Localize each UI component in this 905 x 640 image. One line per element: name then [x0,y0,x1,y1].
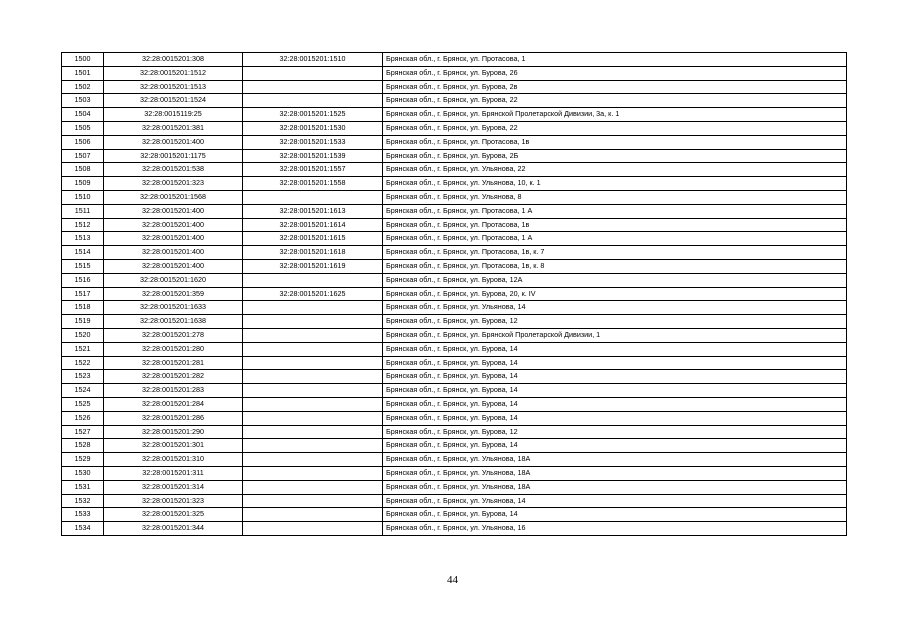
table-row [62,190,847,204]
row-number-cell: 1530 [62,466,104,480]
cadastral-number-cell: 32:28:0015201:1568 [104,190,243,204]
cadastral-number-cell: 32:28:0015201:290 [104,425,243,439]
row-number-cell: 1515 [62,259,104,273]
address-cell: Брянская обл., г. Брянск, ул. Ульянова, 8 [383,190,847,204]
row-number-cell: 1523 [62,370,104,384]
row-number-cell: 1509 [62,177,104,191]
related-cadastral-number-cell: 32:28:0015201:1530 [243,121,383,135]
table-row [62,411,847,425]
address-cell: Брянская обл., г. Брянск, ул. Ульянова, 10, к. 1 [383,177,847,191]
row-number-cell: 1500 [62,53,104,67]
related-cadastral-number-cell [243,273,383,287]
related-cadastral-number-cell [243,508,383,522]
row-number-cell: 1534 [62,522,104,536]
cadastral-number-cell: 32:28:0015201:1175 [104,149,243,163]
cadastral-number-cell: 32:28:0015201:1512 [104,66,243,80]
table-row [62,397,847,411]
cadastral-number-cell: 32:28:0015201:344 [104,522,243,536]
address-cell: Брянская обл., г. Брянск, ул. Бурова, 14 [383,370,847,384]
related-cadastral-number-cell [243,397,383,411]
row-number-cell: 1521 [62,342,104,356]
row-number-cell: 1520 [62,328,104,342]
related-cadastral-number-cell [243,315,383,329]
row-number-cell: 1507 [62,149,104,163]
address-cell: Брянская обл., г. Брянск, ул. Бурова, 12 [383,425,847,439]
cadastral-number-cell: 32:28:0015201:400 [104,135,243,149]
address-cell: Брянская обл., г. Брянск, ул. Бурова, 2в [383,80,847,94]
table-row [62,246,847,260]
row-number-cell: 1525 [62,397,104,411]
address-cell: Брянская обл., г. Брянск, ул. Бурова, 14 [383,439,847,453]
address-cell: Брянская обл., г. Брянск, ул. Ульянова, 14 [383,301,847,315]
related-cadastral-number-cell [243,522,383,536]
related-cadastral-number-cell: 32:28:0015201:1558 [243,177,383,191]
address-cell: Брянская обл., г. Брянск, ул. Бурова, 12А [383,273,847,287]
address-cell: Брянская обл., г. Брянск, ул. Ульянова, 22 [383,163,847,177]
related-cadastral-number-cell [243,301,383,315]
address-cell: Брянская обл., г. Брянск, ул. Бурова, 22 [383,121,847,135]
address-cell: Брянская обл., г. Брянск, ул. Протасова, 1 А [383,232,847,246]
cadastral-number-cell: 32:28:0015201:311 [104,466,243,480]
cadastral-number-cell: 32:28:0015201:400 [104,246,243,260]
cadastral-number-cell: 32:28:0015201:1524 [104,94,243,108]
address-cell: Брянская обл., г. Брянск, ул. Бурова, 12 [383,315,847,329]
cadastral-number-cell: 32:28:0015201:400 [104,218,243,232]
cadastral-number-cell: 32:28:0015201:308 [104,53,243,67]
address-cell: Брянская обл., г. Брянск, ул. Ульянова, 14 [383,494,847,508]
address-cell: Брянская обл., г. Брянск, ул. Протасова, 1 А [383,204,847,218]
cadastral-number-cell: 32:28:0015201:1633 [104,301,243,315]
row-number-cell: 1524 [62,384,104,398]
address-cell: Брянская обл., г. Брянск, ул. Протасова, 1 [383,53,847,67]
cadastral-number-cell: 32:28:0015201:323 [104,494,243,508]
table-body [62,53,847,536]
address-cell: Брянская обл., г. Брянск, ул. Бурова, 22 [383,94,847,108]
cadastral-number-cell: 32:28:0015201:325 [104,508,243,522]
row-number-cell: 1505 [62,121,104,135]
table-row [62,108,847,122]
cadastral-number-cell: 32:28:0015201:400 [104,232,243,246]
table-row [62,94,847,108]
address-cell: Брянская обл., г. Брянск, ул. Брянской Пролетарской Дивизии, 1 [383,328,847,342]
related-cadastral-number-cell [243,411,383,425]
related-cadastral-number-cell: 32:28:0015201:1510 [243,53,383,67]
related-cadastral-number-cell [243,66,383,80]
related-cadastral-number-cell: 32:28:0015201:1619 [243,259,383,273]
row-number-cell: 1512 [62,218,104,232]
row-number-cell: 1510 [62,190,104,204]
cadastral-number-cell: 32:28:0015201:1513 [104,80,243,94]
cadastral-number-cell: 32:28:0015201:381 [104,121,243,135]
table-row [62,53,847,67]
cadastral-table [61,52,847,536]
address-cell: Брянская обл., г. Брянск, ул. Ульянова, 18А [383,466,847,480]
related-cadastral-number-cell [243,425,383,439]
address-cell: Брянская обл., г. Брянск, ул. Ульянова, 16 [383,522,847,536]
row-number-cell: 1533 [62,508,104,522]
table-row [62,508,847,522]
address-cell: Брянская обл., г. Брянск, ул. Брянской Пролетарской Дивизии, 3а, к. 1 [383,108,847,122]
row-number-cell: 1506 [62,135,104,149]
table-row [62,328,847,342]
row-number-cell: 1518 [62,301,104,315]
row-number-cell: 1514 [62,246,104,260]
table-row [62,66,847,80]
cadastral-number-cell: 32:28:0015201:280 [104,342,243,356]
related-cadastral-number-cell: 32:28:0015201:1615 [243,232,383,246]
address-cell: Брянская обл., г. Брянск, ул. Бурова, 14 [383,411,847,425]
table-row [62,204,847,218]
cadastral-number-cell: 32:28:0015119:25 [104,108,243,122]
related-cadastral-number-cell [243,370,383,384]
related-cadastral-number-cell [243,453,383,467]
address-cell: Брянская обл., г. Брянск, ул. Бурова, 26 [383,66,847,80]
cadastral-number-cell: 32:28:0015201:1638 [104,315,243,329]
address-cell: Брянская обл., г. Брянск, ул. Протасова, 1в, к. 8 [383,259,847,273]
row-number-cell: 1532 [62,494,104,508]
table-row [62,301,847,315]
related-cadastral-number-cell: 32:28:0015201:1625 [243,287,383,301]
related-cadastral-number-cell [243,466,383,480]
row-number-cell: 1513 [62,232,104,246]
address-cell: Брянская обл., г. Брянск, ул. Протасова, 1в [383,218,847,232]
table-row [62,218,847,232]
row-number-cell: 1516 [62,273,104,287]
row-number-cell: 1502 [62,80,104,94]
row-number-cell: 1526 [62,411,104,425]
table-row [62,287,847,301]
cadastral-number-cell: 32:28:0015201:359 [104,287,243,301]
row-number-cell: 1508 [62,163,104,177]
related-cadastral-number-cell [243,384,383,398]
related-cadastral-number-cell: 32:28:0015201:1533 [243,135,383,149]
table-row [62,163,847,177]
related-cadastral-number-cell: 32:28:0015201:1557 [243,163,383,177]
related-cadastral-number-cell: 32:28:0015201:1618 [243,246,383,260]
row-number-cell: 1504 [62,108,104,122]
related-cadastral-number-cell [243,80,383,94]
table-row [62,453,847,467]
row-number-cell: 1528 [62,439,104,453]
cadastral-number-cell: 32:28:0015201:400 [104,204,243,218]
cadastral-number-cell: 32:28:0015201:281 [104,356,243,370]
table-row [62,370,847,384]
address-cell: Брянская обл., г. Брянск, ул. Бурова, 14 [383,508,847,522]
related-cadastral-number-cell [243,439,383,453]
table-row [62,149,847,163]
table-row [62,494,847,508]
related-cadastral-number-cell: 32:28:0015201:1539 [243,149,383,163]
row-number-cell: 1511 [62,204,104,218]
row-number-cell: 1519 [62,315,104,329]
address-cell: Брянская обл., г. Брянск, ул. Бурова, 14 [383,384,847,398]
table-row [62,177,847,191]
related-cadastral-number-cell [243,94,383,108]
address-cell: Брянская обл., г. Брянск, ул. Бурова, 14 [383,356,847,370]
table-row [62,384,847,398]
cadastral-number-cell: 32:28:0015201:301 [104,439,243,453]
table-row [62,356,847,370]
related-cadastral-number-cell [243,494,383,508]
address-cell: Брянская обл., г. Брянск, ул. Бурова, 20, к. IV [383,287,847,301]
cadastral-number-cell: 32:28:0015201:282 [104,370,243,384]
table-row [62,480,847,494]
row-number-cell: 1527 [62,425,104,439]
address-cell: Брянская обл., г. Брянск, ул. Ульянова, 18А [383,480,847,494]
table-row [62,80,847,94]
related-cadastral-number-cell [243,190,383,204]
cadastral-number-cell: 32:28:0015201:278 [104,328,243,342]
table-row [62,273,847,287]
related-cadastral-number-cell [243,328,383,342]
table-row [62,121,847,135]
row-number-cell: 1529 [62,453,104,467]
cadastral-number-cell: 32:28:0015201:538 [104,163,243,177]
address-cell: Брянская обл., г. Брянск, ул. Бурова, 14 [383,397,847,411]
table-row [62,232,847,246]
row-number-cell: 1531 [62,480,104,494]
row-number-cell: 1503 [62,94,104,108]
table-row [62,315,847,329]
page-number: 44 [447,574,458,586]
table-row [62,342,847,356]
related-cadastral-number-cell: 32:28:0015201:1525 [243,108,383,122]
row-number-cell: 1517 [62,287,104,301]
cadastral-number-cell: 32:28:0015201:400 [104,259,243,273]
related-cadastral-number-cell: 32:28:0015201:1613 [243,204,383,218]
cadastral-number-cell: 32:28:0015201:1620 [104,273,243,287]
row-number-cell: 1522 [62,356,104,370]
cadastral-number-cell: 32:28:0015201:286 [104,411,243,425]
related-cadastral-number-cell: 32:28:0015201:1614 [243,218,383,232]
row-number-cell: 1501 [62,66,104,80]
cadastral-number-cell: 32:28:0015201:284 [104,397,243,411]
related-cadastral-number-cell [243,480,383,494]
cadastral-number-cell: 32:28:0015201:314 [104,480,243,494]
table-row [62,135,847,149]
cadastral-number-cell: 32:28:0015201:310 [104,453,243,467]
address-cell: Брянская обл., г. Брянск, ул. Протасова, 1в, к. 7 [383,246,847,260]
table-row [62,522,847,536]
address-cell: Брянская обл., г. Брянск, ул. Протасова, 1в [383,135,847,149]
address-cell: Брянская обл., г. Брянск, ул. Бурова, 2Б [383,149,847,163]
cadastral-number-cell: 32:28:0015201:323 [104,177,243,191]
table-row [62,439,847,453]
address-cell: Брянская обл., г. Брянск, ул. Бурова, 14 [383,342,847,356]
table-row [62,425,847,439]
related-cadastral-number-cell [243,342,383,356]
table-row [62,466,847,480]
table-row [62,259,847,273]
address-cell: Брянская обл., г. Брянск, ул. Ульянова, 18А [383,453,847,467]
related-cadastral-number-cell [243,356,383,370]
cadastral-number-cell: 32:28:0015201:283 [104,384,243,398]
